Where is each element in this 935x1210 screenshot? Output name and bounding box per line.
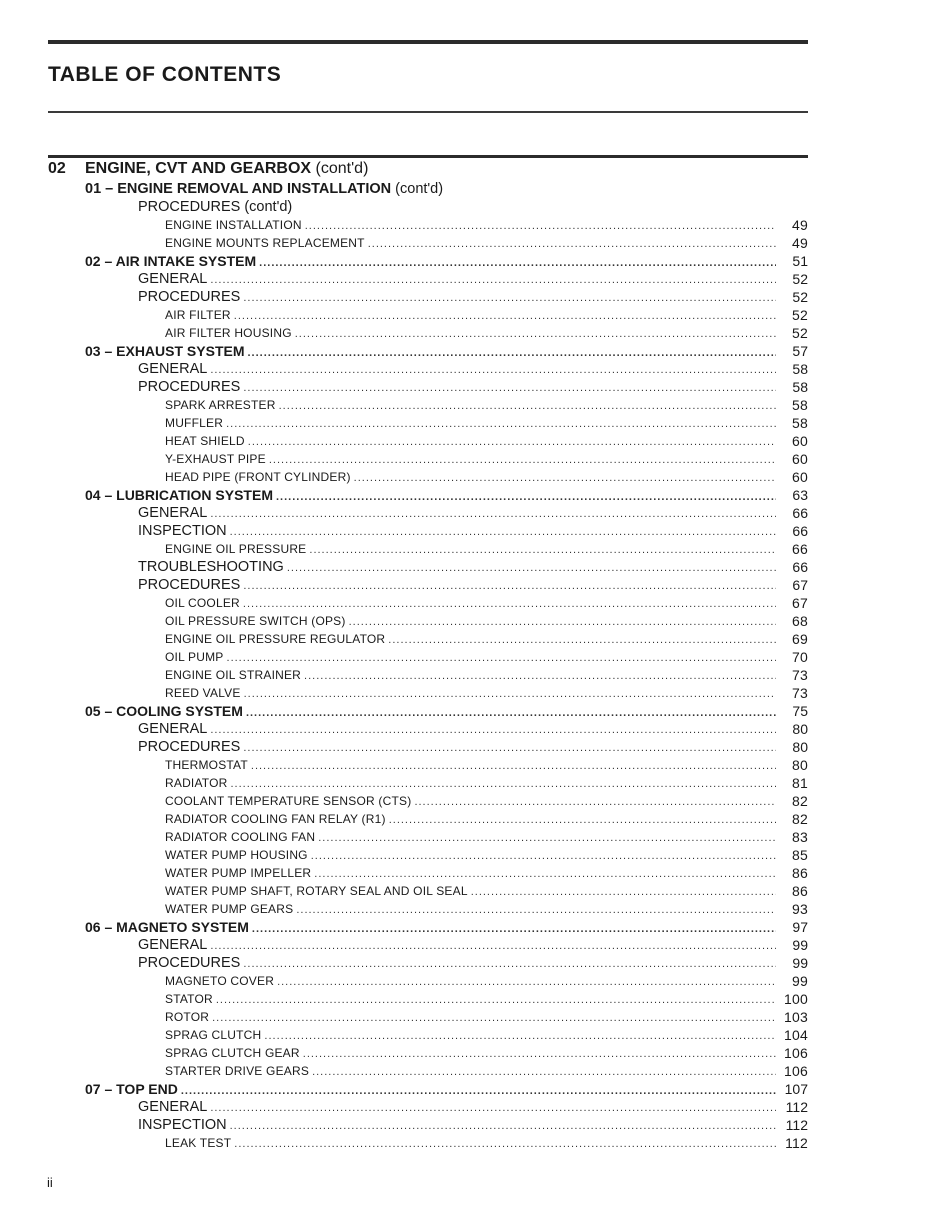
- toc-entry-title: STATOR: [165, 992, 213, 1006]
- toc-entry-title: 07 – TOP END: [85, 1081, 178, 1097]
- dot-leader: [287, 559, 776, 577]
- toc-entry-page: 86: [789, 882, 808, 900]
- toc-entry[interactable]: [0, 432, 935, 450]
- toc-entry-title: WATER PUMP IMPELLER: [165, 866, 312, 880]
- toc-entry[interactable]: [0, 342, 935, 360]
- toc-entry[interactable]: [0, 450, 935, 468]
- toc-entry-title: AIR FILTER HOUSING: [165, 326, 292, 340]
- dot-leader: [226, 415, 776, 433]
- toc-entry-title: GENERAL: [138, 361, 208, 377]
- dot-leader: [234, 1135, 776, 1153]
- dot-leader: [471, 883, 776, 901]
- dot-leader: [309, 541, 776, 559]
- dot-leader: [311, 847, 776, 865]
- toc-entry-page: 112: [782, 1134, 808, 1152]
- section-rule: [48, 155, 808, 158]
- toc-entry-page: 66: [789, 540, 808, 558]
- toc-entry[interactable]: [0, 396, 935, 414]
- toc-entry-page: 106: [781, 1044, 808, 1062]
- dot-leader: [230, 1117, 776, 1135]
- toc-entry-title: ENGINE INSTALLATION: [165, 218, 302, 232]
- toc-entry[interactable]: [0, 846, 935, 864]
- toc-entry-title: PROCEDURES: [138, 289, 241, 305]
- toc-entry-title: PROCEDURES: [138, 739, 241, 755]
- toc-entry[interactable]: [0, 774, 935, 792]
- toc-entry-title: PROCEDURES: [138, 577, 241, 593]
- dot-leader: [279, 397, 776, 415]
- toc-entry[interactable]: [0, 270, 935, 288]
- toc-entry-page: 49: [789, 216, 808, 234]
- toc-entry-title: SPRAG CLUTCH GEAR: [165, 1046, 300, 1060]
- toc-entry-page: 52: [789, 306, 808, 324]
- toc-entry[interactable]: [0, 648, 935, 666]
- toc-entry-page: 80: [789, 738, 808, 756]
- toc-entry-page: 107: [782, 1080, 808, 1098]
- toc-entry-title: ENGINE MOUNTS REPLACEMENT: [165, 236, 365, 250]
- top-rule: [48, 40, 808, 44]
- toc-entry[interactable]: [0, 882, 935, 900]
- toc-entry[interactable]: [0, 738, 935, 756]
- dot-leader: [210, 271, 776, 289]
- toc-entry-page: 80: [789, 720, 808, 738]
- dot-leader: [277, 973, 776, 991]
- toc-entry-title: WATER PUMP SHAFT, ROTARY SEAL AND OIL SEAL: [165, 884, 468, 898]
- toc-entry-title: THERMOSTAT: [165, 758, 248, 772]
- toc-entry-page: 68: [789, 612, 808, 630]
- page-title: TABLE OF CONTENTS: [48, 63, 282, 86]
- toc-entry-page: 82: [789, 792, 808, 810]
- toc-entry-title: GENERAL: [138, 1099, 208, 1115]
- toc-entry[interactable]: [0, 594, 935, 612]
- toc-entry[interactable]: [0, 216, 935, 234]
- toc-entry-page: 85: [789, 846, 808, 864]
- dot-leader: [244, 685, 776, 703]
- title-rule: [48, 111, 808, 113]
- dot-leader: [212, 1009, 776, 1027]
- dot-leader: [388, 631, 776, 649]
- toc-entries: [0, 216, 935, 1152]
- toc-entry-title: AIR FILTER: [165, 308, 231, 322]
- toc-entry-page: 75: [789, 702, 808, 720]
- toc-entry-page: 86: [789, 864, 808, 882]
- toc-entry-page: 58: [789, 360, 808, 378]
- toc-entry-title: WATER PUMP GEARS: [165, 902, 294, 916]
- toc-entry-title: HEAD PIPE (FRONT CYLINDER): [165, 470, 351, 484]
- section-title-text: ENGINE, CVT AND GEARBOX: [85, 160, 312, 177]
- procedures-header[interactable]: [0, 198, 935, 216]
- dot-leader: [248, 433, 776, 451]
- toc-entry-title: RADIATOR COOLING FAN: [165, 830, 316, 844]
- dot-leader: [243, 595, 776, 613]
- toc-entry-page: 82: [789, 810, 808, 828]
- toc-entry-title: 03 – EXHAUST SYSTEM: [85, 343, 245, 359]
- dot-leader: [349, 613, 776, 631]
- toc-entry-title: ENGINE OIL STRAINER: [165, 668, 302, 682]
- toc-entry[interactable]: [0, 1062, 935, 1080]
- toc-entry-page: 58: [789, 396, 808, 414]
- toc-entry-page: 70: [789, 648, 808, 666]
- toc-entry-page: 58: [789, 414, 808, 432]
- toc-entry[interactable]: [0, 972, 935, 990]
- toc-entry[interactable]: [0, 360, 935, 378]
- toc-entry-page: 58: [789, 378, 808, 396]
- dot-leader: [210, 937, 776, 955]
- dot-leader: [368, 235, 776, 253]
- dot-leader: [304, 667, 776, 685]
- dot-leader: [243, 379, 776, 397]
- dot-leader: [243, 289, 776, 307]
- dot-leader: [251, 757, 776, 775]
- toc-entry-page: 97: [789, 918, 808, 936]
- toc-entry-page: 73: [789, 684, 808, 702]
- toc-entry-title: RADIATOR: [165, 776, 228, 790]
- footer-page-number: ii: [47, 1175, 53, 1190]
- toc-entry-page: 57: [789, 342, 808, 360]
- toc-entry[interactable]: [0, 900, 935, 918]
- subsection-header[interactable]: [0, 180, 935, 198]
- toc-entry-page: 63: [789, 486, 808, 504]
- toc-entry[interactable]: [0, 468, 935, 486]
- dot-leader: [389, 811, 776, 829]
- toc-entry-page: 60: [789, 450, 808, 468]
- toc-entry-title: OIL COOLER: [165, 596, 240, 610]
- dot-leader: [234, 307, 776, 325]
- toc-entry-page: 67: [789, 594, 808, 612]
- toc-entry-title: MUFFLER: [165, 416, 224, 430]
- toc-entry-page: 93: [789, 900, 808, 918]
- subsection-header-contd: (cont'd): [395, 181, 444, 197]
- toc-entry-page: 66: [789, 504, 808, 522]
- toc-entry[interactable]: [0, 810, 935, 828]
- toc-entry-page: 100: [781, 990, 808, 1008]
- toc-entry[interactable]: [0, 936, 935, 954]
- toc-entry-title: 04 – LUBRICATION SYSTEM: [85, 487, 273, 503]
- toc-entry-page: 80: [789, 756, 808, 774]
- toc-entry-page: 99: [789, 936, 808, 954]
- dot-leader: [303, 1045, 776, 1063]
- toc-entry[interactable]: [0, 792, 935, 810]
- toc-entry-title: SPRAG CLUTCH: [165, 1028, 262, 1042]
- toc-entry-title: 05 – COOLING SYSTEM: [85, 703, 243, 719]
- toc-entry[interactable]: [0, 540, 935, 558]
- toc-entry[interactable]: [0, 1026, 935, 1044]
- toc-entry[interactable]: [0, 1044, 935, 1062]
- toc-entry-page: 49: [789, 234, 808, 252]
- dot-leader: [354, 469, 776, 487]
- toc-entry[interactable]: [0, 918, 935, 936]
- toc-entry-page: 52: [789, 288, 808, 306]
- dot-leader: [230, 523, 776, 541]
- toc-entry-page: 51: [789, 252, 808, 270]
- toc-entry[interactable]: [0, 954, 935, 972]
- toc-entry-page: 73: [789, 666, 808, 684]
- toc-entry-page: 67: [789, 576, 808, 594]
- dot-leader: [318, 829, 776, 847]
- toc-entry-title: HEAT SHIELD: [165, 434, 245, 448]
- toc-entry-title: REED VALVE: [165, 686, 241, 700]
- toc-entry[interactable]: [0, 306, 935, 324]
- toc-entry-page: 60: [789, 432, 808, 450]
- toc-entry-page: 52: [789, 324, 808, 342]
- toc-entry[interactable]: [0, 324, 935, 342]
- toc-entry-title: ROTOR: [165, 1010, 210, 1024]
- toc-entry-page: 99: [789, 972, 808, 990]
- toc-entry-page: 81: [789, 774, 808, 792]
- toc-entry[interactable]: [0, 1008, 935, 1026]
- toc-entry-page: 52: [789, 270, 808, 288]
- toc-entry[interactable]: [0, 252, 935, 270]
- toc-list: [0, 180, 935, 1152]
- toc-entry-title: 02 – AIR INTAKE SYSTEM: [85, 253, 257, 269]
- procedures-header-title: PROCEDURES (cont'd): [138, 199, 293, 215]
- toc-entry[interactable]: [0, 864, 935, 882]
- toc-entry[interactable]: [0, 288, 935, 306]
- toc-entry[interactable]: [0, 756, 935, 774]
- toc-entry-page: 104: [781, 1026, 808, 1044]
- dot-leader: [210, 721, 776, 739]
- toc-entry[interactable]: [0, 720, 935, 738]
- toc-entry[interactable]: [0, 1116, 935, 1134]
- toc-entry-title: PROCEDURES: [138, 379, 241, 395]
- toc-entry[interactable]: [0, 990, 935, 1008]
- toc-entry[interactable]: [0, 630, 935, 648]
- toc-entry-page: 99: [789, 954, 808, 972]
- toc-entry-title: INSPECTION: [138, 1117, 227, 1133]
- dot-leader: [269, 451, 776, 469]
- dot-leader: [210, 361, 776, 379]
- dot-leader: [312, 1063, 776, 1081]
- toc-entry[interactable]: [0, 414, 935, 432]
- toc-entry-title: TROUBLESHOOTING: [138, 559, 284, 575]
- toc-entry-title: COOLANT TEMPERATURE SENSOR (CTS): [165, 794, 412, 808]
- toc-entry-title: ENGINE OIL PRESSURE: [165, 542, 307, 556]
- toc-entry-page: 83: [789, 828, 808, 846]
- toc-entry[interactable]: [0, 504, 935, 522]
- toc-entry-title: GENERAL: [138, 937, 208, 953]
- toc-entry-title: INSPECTION: [138, 523, 227, 539]
- toc-entry[interactable]: [0, 1134, 935, 1152]
- toc-entry-title: WATER PUMP HOUSING: [165, 848, 308, 862]
- toc-entry-title: RADIATOR COOLING FAN RELAY (R1): [165, 812, 386, 826]
- toc-entry[interactable]: [0, 666, 935, 684]
- dot-leader: [264, 1027, 776, 1045]
- toc-entry-page: 60: [789, 468, 808, 486]
- dot-leader: [210, 505, 776, 523]
- dot-leader: [414, 793, 776, 811]
- dot-leader: [243, 955, 776, 973]
- dot-leader: [305, 217, 776, 235]
- dot-leader: [231, 775, 777, 793]
- toc-entry-page: 66: [789, 558, 808, 576]
- dot-leader: [210, 1099, 776, 1117]
- toc-entry-title: STARTER DRIVE GEARS: [165, 1064, 310, 1078]
- toc-entry[interactable]: [0, 558, 935, 576]
- toc-entry[interactable]: [0, 1080, 935, 1098]
- toc-entry-title: SPARK ARRESTER: [165, 398, 276, 412]
- section-title: [85, 160, 368, 178]
- toc-entry-page: 69: [789, 630, 808, 648]
- toc-entry-title: Y-EXHAUST PIPE: [165, 452, 266, 466]
- toc-entry-title: ENGINE OIL PRESSURE REGULATOR: [165, 632, 386, 646]
- toc-entry-page: 66: [789, 522, 808, 540]
- toc-entry[interactable]: [0, 684, 935, 702]
- dot-leader: [295, 325, 776, 343]
- toc-entry[interactable]: [0, 486, 935, 504]
- dot-leader: [227, 649, 776, 667]
- toc-entry-title: 06 – MAGNETO SYSTEM: [85, 919, 249, 935]
- toc-entry[interactable]: [0, 522, 935, 540]
- section-contd: (cont'd): [315, 160, 369, 177]
- toc-entry[interactable]: [0, 828, 935, 846]
- toc-entry-page: 103: [781, 1008, 808, 1026]
- toc-entry[interactable]: [0, 1098, 935, 1116]
- toc-entry[interactable]: [0, 378, 935, 396]
- toc-entry-page: 112: [783, 1098, 808, 1116]
- dot-leader: [314, 865, 776, 883]
- toc-entry-page: 112: [783, 1116, 808, 1134]
- toc-entry-title: PROCEDURES: [138, 955, 241, 971]
- toc-entry-title: GENERAL: [138, 271, 208, 287]
- toc-entry-title: MAGNETO COVER: [165, 974, 275, 988]
- toc-entry-page: 106: [781, 1062, 808, 1080]
- toc-entry-title: LEAK TEST: [165, 1136, 232, 1150]
- toc-entry-title: OIL PUMP: [165, 650, 224, 664]
- toc-entry[interactable]: [0, 702, 935, 720]
- dot-leader: [216, 991, 776, 1009]
- toc-entry[interactable]: [0, 612, 935, 630]
- toc-entry-title: GENERAL: [138, 505, 208, 521]
- section-number: 02: [48, 160, 66, 177]
- toc-entry-title: OIL PRESSURE SWITCH (OPS): [165, 614, 346, 628]
- toc-entry-title: GENERAL: [138, 721, 208, 737]
- dot-leader: [243, 739, 776, 757]
- dot-leader: [243, 577, 776, 595]
- subsection-header-title: 01 – ENGINE REMOVAL AND INSTALLATION: [85, 181, 392, 197]
- toc-entry[interactable]: [0, 576, 935, 594]
- dot-leader: [296, 901, 776, 919]
- toc-entry[interactable]: [0, 234, 935, 252]
